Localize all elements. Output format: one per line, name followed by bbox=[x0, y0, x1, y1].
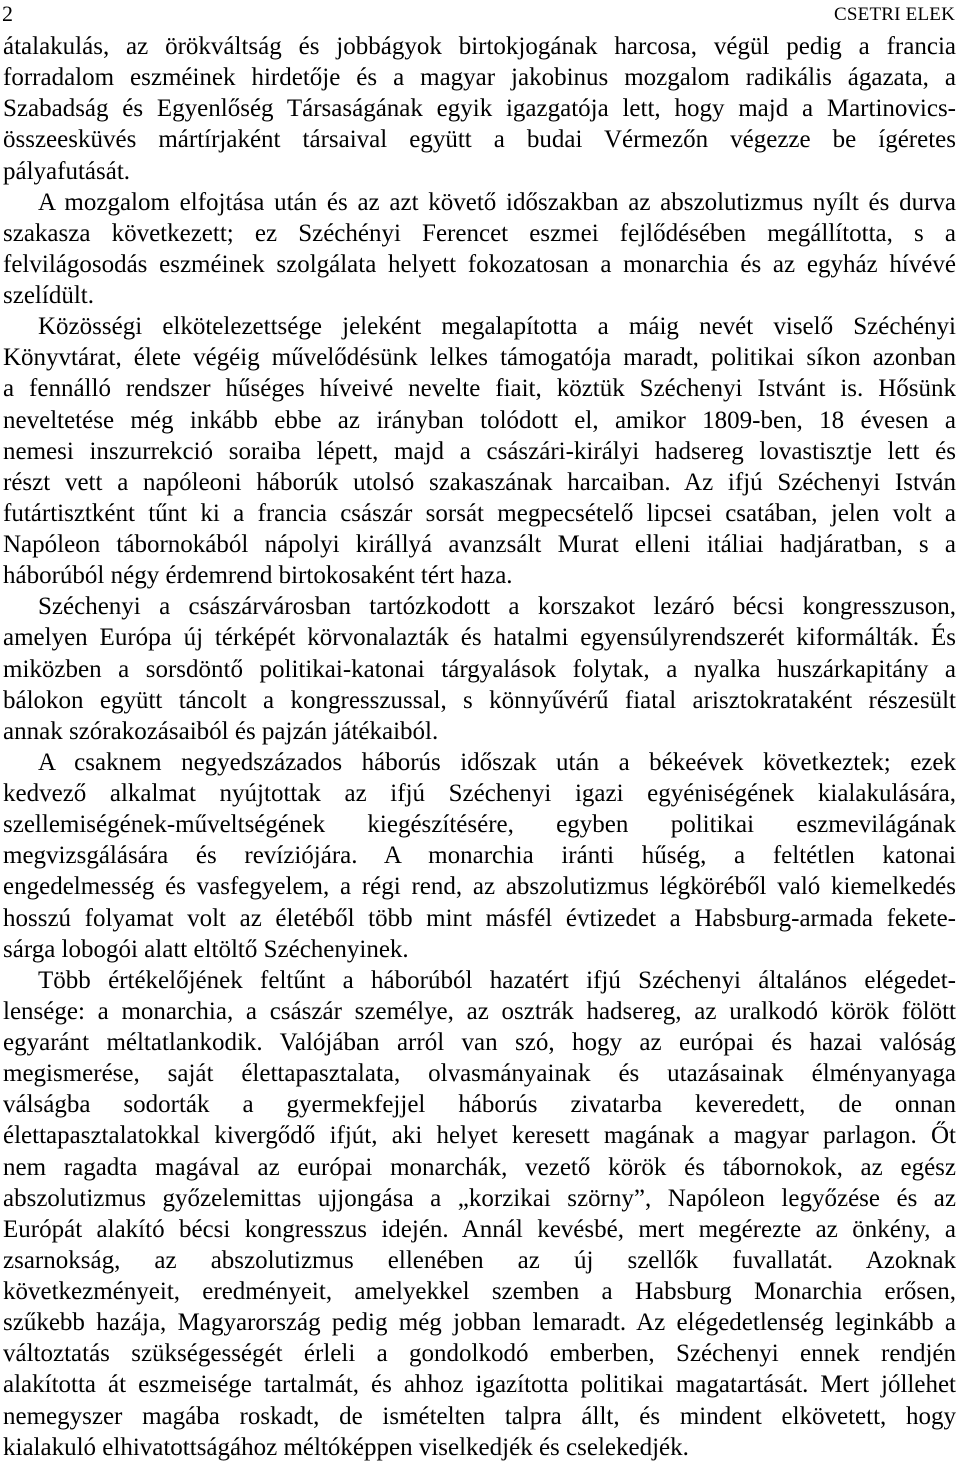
text-line: részt vett a napóleoni háborúk utolsó szakaszának harcaiban. Az ifjú Széchenyi István bbox=[3, 468, 956, 496]
text-line: Napóleon tábornokából nápolyi királlyá avanzsált Murat elleni itáliai hadjáratban, s a bbox=[3, 531, 956, 558]
text-line: átalakulás, az örökváltság és jobbágyok birtokjogának harcosa, végül pedig a francia bbox=[3, 33, 956, 60]
text-line: a fennálló rendszer hűséges híveivé nevelte fiait, köztük Széchenyi Istvánt is. Hősünk bbox=[3, 375, 956, 403]
text-line: megismerése, saját élettapasztalata, olvasmányainak és utazásainak élményanyaga bbox=[3, 1060, 956, 1088]
text-line: válságba sodorták a gyermekfejjel háborús zivatarba keveredett, de onnan bbox=[3, 1091, 956, 1119]
text-line: engedelmesség és vasfegyelem, a régi rend, az abszolutizmus légköréből való kiemelkedés bbox=[3, 873, 956, 901]
text-line: kialakuló elhivatottságához méltóképpen viselkedjék és cselekedjék. bbox=[3, 1433, 689, 1461]
text-line: háborúból négy érdemrend birtokosaként tért haza. bbox=[3, 562, 513, 590]
text-line: szellemiségének-műveltségének kiegészítésére, egyben politikai eszmevilágának bbox=[3, 811, 956, 839]
text-line: lensége: a monarchia, a császár személye, az osztrák hadsereg, az uralkodó körök fölött bbox=[3, 997, 956, 1025]
text-line: amelyen Európa új térképét körvonalazták és hatalmi egyensúlyrendszerét kiformálták. És bbox=[3, 624, 956, 652]
text-line: zsarnokság, az abszolutizmus ellenében az új szellők fuvallatát. Azoknak bbox=[3, 1246, 956, 1274]
text-line: A mozgalom elfojtása után és az azt követő időszakban az abszolutizmus nyílt és durva bbox=[38, 188, 956, 216]
paragraph bbox=[3, 747, 956, 965]
text-line: Szabadság és Egyenlőség Társaságának egyik igazgatója lett, hogy majd a Martinovics- bbox=[3, 95, 956, 123]
text-line: megvizsgálására és revíziójára. A monarchia iránti hűség, a feltétlen katonai bbox=[3, 842, 956, 870]
text-line: Több értékelőjének feltűnt a háborúból hazatért ifjú Széchenyi általános elégedet- bbox=[38, 966, 956, 994]
text-line: Közösségi elkötelezettsége jeleként megalapította a máig nevét viselő Széchényi bbox=[38, 313, 956, 341]
text-line: egyaránt méltatlankodik. Valójában arról van szó, hogy az európai és hazai valóság bbox=[3, 1029, 956, 1056]
text-line: bálokon együtt táncolt a kongresszussal, s könnyűvérű fiatal arisztokrataként részesült bbox=[3, 686, 956, 714]
text-line: Könyvtárat, élete végéig művelődésünk lelkes támogatója maradt, politikai síkon azonban bbox=[3, 344, 956, 372]
text-line: változtatás szükségességét érleli a gondolkodó emberben, Széchenyi ennek rendjén bbox=[3, 1340, 956, 1368]
text-line: kedvező alkalmat nyújtottak az ifjú Széchenyi igazi egyéniségének kialakulására, bbox=[3, 780, 956, 807]
text-line: nem ragadta magával az európai monarchák, vezető körök és tábornokok, az egész bbox=[3, 1153, 956, 1181]
text-line: pályafutását. bbox=[3, 157, 131, 185]
text-line: abszolutizmus győzelemittas ujjongása a „korzikai szörny”, Napóleon legyőzése és az bbox=[3, 1184, 956, 1212]
text-line: nemegyszer magába roskadt, de ismételten talpra állt, és mindent elkövetett, hogy bbox=[3, 1402, 956, 1430]
paragraph bbox=[3, 31, 956, 187]
text-line: felvilágosodás eszméinek szolgálata helyett fokozatosan a monarchia és az egyház hívévé bbox=[3, 250, 956, 278]
text-line: A csaknem negyedszázados háborús időszak után a békeévek következtek; ezek bbox=[38, 748, 956, 776]
text-line: futártisztként tűnt ki a francia császár sorsát megpecsételő lipcsei csatában, jelen volt a bbox=[3, 499, 956, 527]
text-line: összeesküvés mártírjaként társaival együtt a budai Vérmezőn végezze be ígéretes bbox=[3, 126, 956, 154]
text-line: sárga lobogói alatt eltöltő Széchenyinek. bbox=[3, 935, 409, 963]
text-line: nemesi inszurrekció soraiba lépett, majd a császári-királyi hadsereg lovastisztje lett és bbox=[3, 437, 956, 465]
paragraph bbox=[3, 965, 956, 1463]
text-line: alakította át eszmeisége tartalmát, és ahhoz igazította politikai magatartását. Mert jóllehet bbox=[3, 1371, 956, 1399]
text-line: neveltetése még inkább ebbe az irányban tolódott el, amikor 1809-ben, 18 évesen a bbox=[3, 406, 956, 434]
text-line: Széchenyi a császárvárosban tartózkodott a korszakot lezáró bécsi kongresszuson, bbox=[38, 593, 956, 621]
text-line: szűkebb hazája, Magyarország pedig még jobban lemaradt. Az elégedetlenség leginkább a bbox=[3, 1309, 956, 1337]
text-line: annak szórakozásaiból és pajzán játékaiból. bbox=[3, 717, 439, 745]
paragraph bbox=[3, 591, 956, 747]
body-text bbox=[3, 31, 956, 1463]
page-number: 2 bbox=[2, 1, 13, 26]
paragraph bbox=[3, 311, 956, 591]
paragraph bbox=[3, 187, 956, 312]
text-line: hosszú folyamat volt az életéből több mint másfél évtizedet a Habsburg-armada fekete- bbox=[3, 904, 956, 932]
text-line: miközben a sorsdöntő politikai-katonai tárgyalások folytak, a nyalka huszárkapitány a bbox=[3, 655, 956, 683]
text-line: következményeit, eredményeit, amelyekkel szemben a Habsburg Monarchia erősen, bbox=[3, 1278, 956, 1305]
text-line: szelídült. bbox=[3, 282, 94, 309]
text-line: Európát alakító bécsi kongresszus idején. Annál kevésbé, mert megérezte az önkény, a bbox=[3, 1215, 956, 1243]
text-line: szakasza következett; ez Széchényi Ferencet eszmei fejlődésében megállította, s a bbox=[3, 219, 956, 247]
text-line: élettapasztalatokkal kivergődő ifjút, aki helyet keresett magának a magyar parlagon. Őt bbox=[3, 1122, 956, 1150]
running-head: CSETRI ELEK bbox=[834, 4, 955, 25]
text-line: forradalom eszméinek hirdetője és a magyar jakobinus mozgalom radikális ágazata, a bbox=[3, 64, 956, 92]
